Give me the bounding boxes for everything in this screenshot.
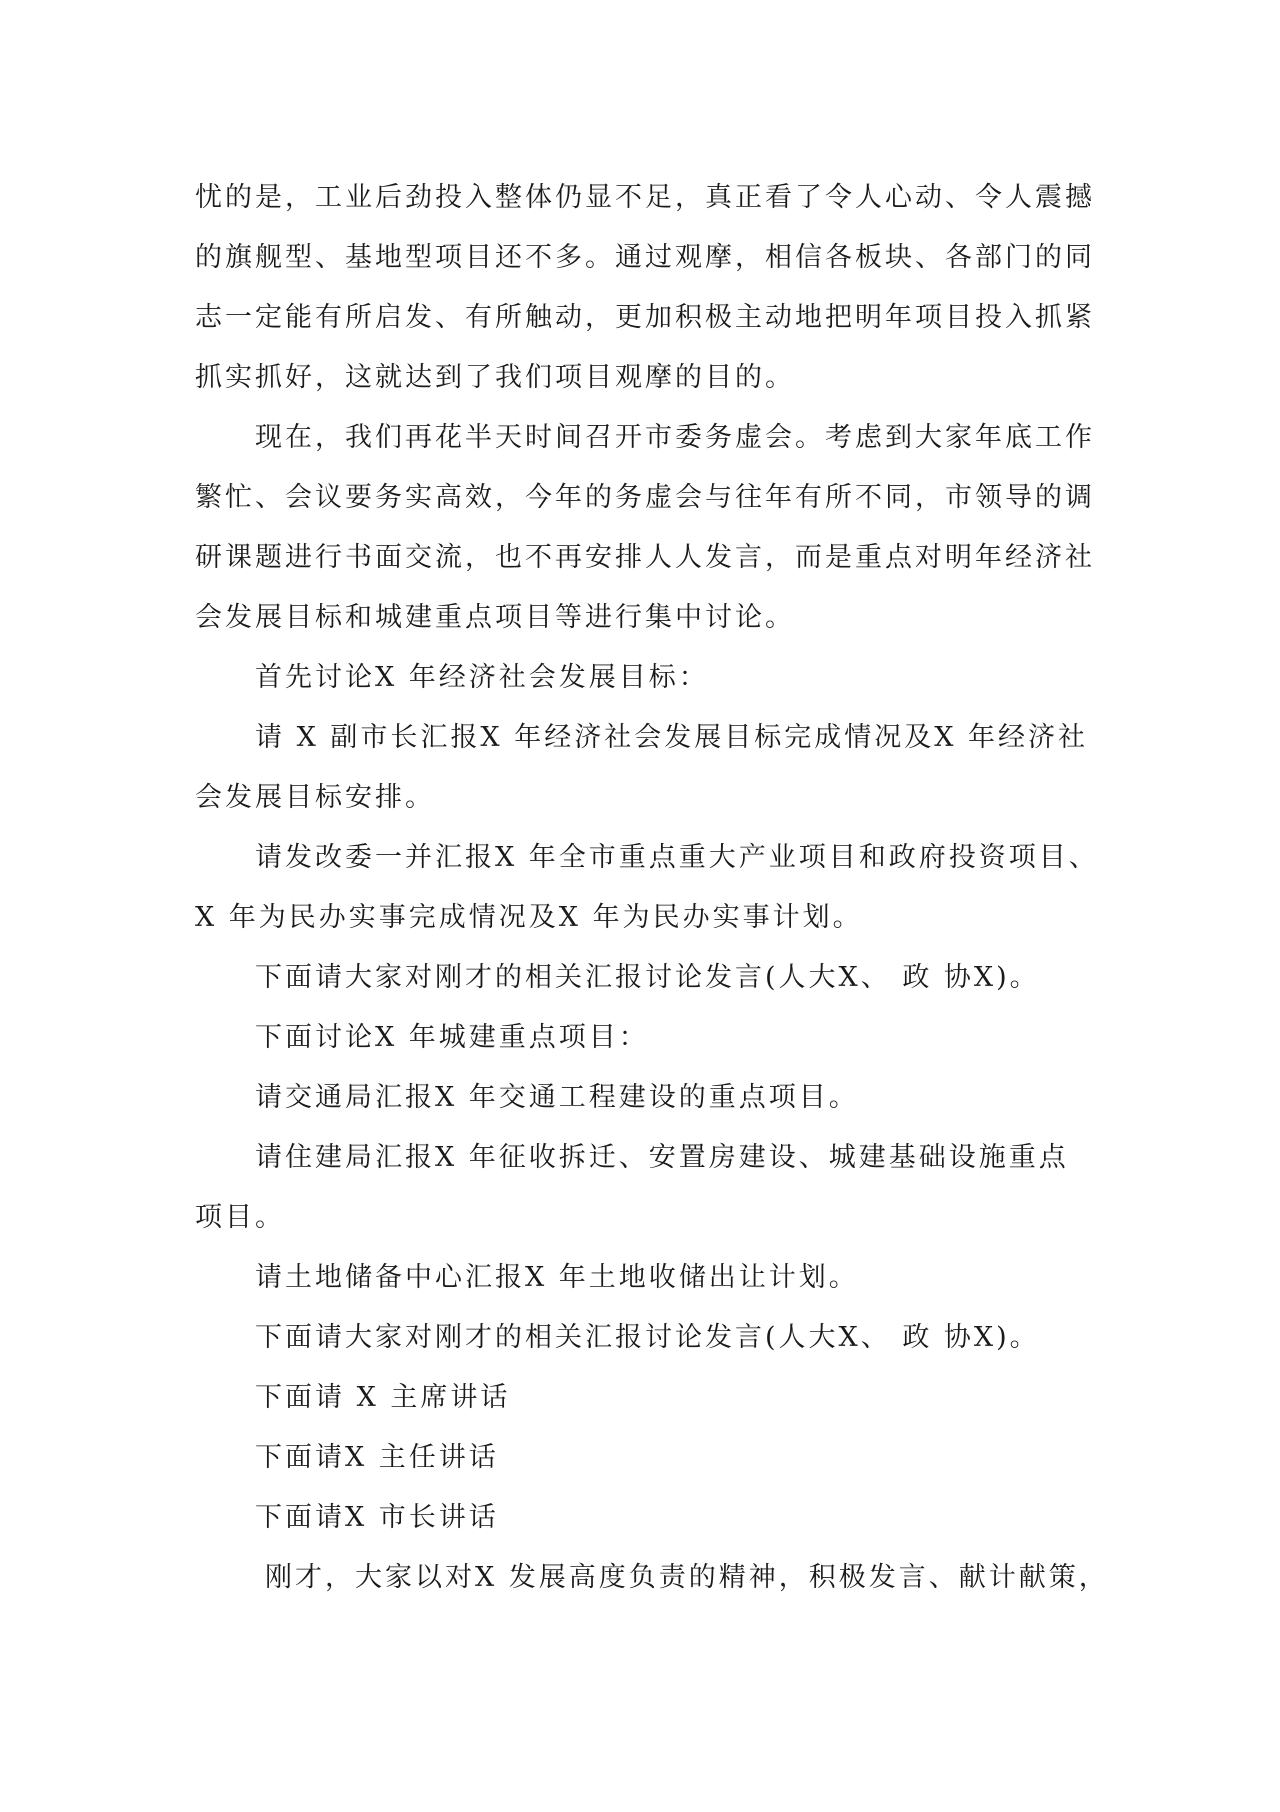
paragraph-line: 忧的是，工业后劲投入整体仍显不足，真正看了令人心动、令人震撼: [195, 182, 1095, 213]
paragraph-line: 请交通局汇报X 年交通工程建设的重点项目。: [255, 1082, 859, 1113]
paragraph-line: 的旗舰型、基地型项目还不多。通过观摩，相信各板块、各部门的同: [195, 242, 1095, 273]
paragraph-line: 研课题进行书面交流，也不再安排人人发言，而是重点对明年经济社: [195, 542, 1095, 573]
paragraph-line: 请土地储备中心汇报X 年土地收储出让计划。: [255, 1262, 859, 1293]
paragraph-line: 下面讨论X 年城建重点项目：: [255, 1022, 649, 1053]
paragraph-line: 下面请 X 主席讲话: [255, 1382, 511, 1413]
paragraph-line: 项目。: [195, 1202, 285, 1233]
paragraph-line: 会发展目标和城建重点项目等进行集中讨论。: [195, 602, 795, 633]
paragraph-line: 下面请X 市长讲话: [255, 1502, 499, 1533]
paragraph-line: X 年为民办实事完成情况及X 年为民办实事计划。: [195, 902, 863, 933]
paragraph-line: 请住建局汇报X 年征收拆迁、安置房建设、城建基础设施重点: [255, 1142, 1069, 1173]
paragraph-line: 会发展目标安排。: [195, 782, 435, 813]
document-body: [195, 168, 1109, 1608]
paragraph-line: 志一定能有所启发、有所触动，更加积极主动地把明年项目投入抓紧: [195, 302, 1095, 333]
paragraph-line: 抓实抓好，这就达到了我们项目观摩的目的。: [195, 362, 795, 393]
paragraph-line: 首先讨论X 年经济社会发展目标：: [255, 662, 709, 693]
paragraph-line: 下面请X 主任讲话: [255, 1442, 499, 1473]
paragraph-line: 现在，我们再花半天时间召开市委务虚会。考虑到大家年底工作: [255, 422, 1095, 453]
paragraph-line: 下面请大家对刚才的相关汇报讨论发言(人大X、 政 协X)。: [255, 1322, 1040, 1353]
paragraph-line: 请 X 副市长汇报X 年经济社会发展目标完成情况及X 年经济社: [255, 722, 1088, 753]
paragraph-line: 繁忙、会议要务实高效，今年的务虚会与往年有所不同，市领导的调: [195, 482, 1095, 513]
paragraph-line: 下面请大家对刚才的相关汇报讨论发言(人大X、 政 协X)。: [255, 962, 1040, 993]
paragraph-line: 请发改委一并汇报X 年全市重点重大产业项目和政府投资项目、: [255, 842, 1099, 873]
paragraph-line: 刚才，大家以对X 发展高度负责的精神，积极发言、献计献策，: [265, 1562, 1109, 1593]
